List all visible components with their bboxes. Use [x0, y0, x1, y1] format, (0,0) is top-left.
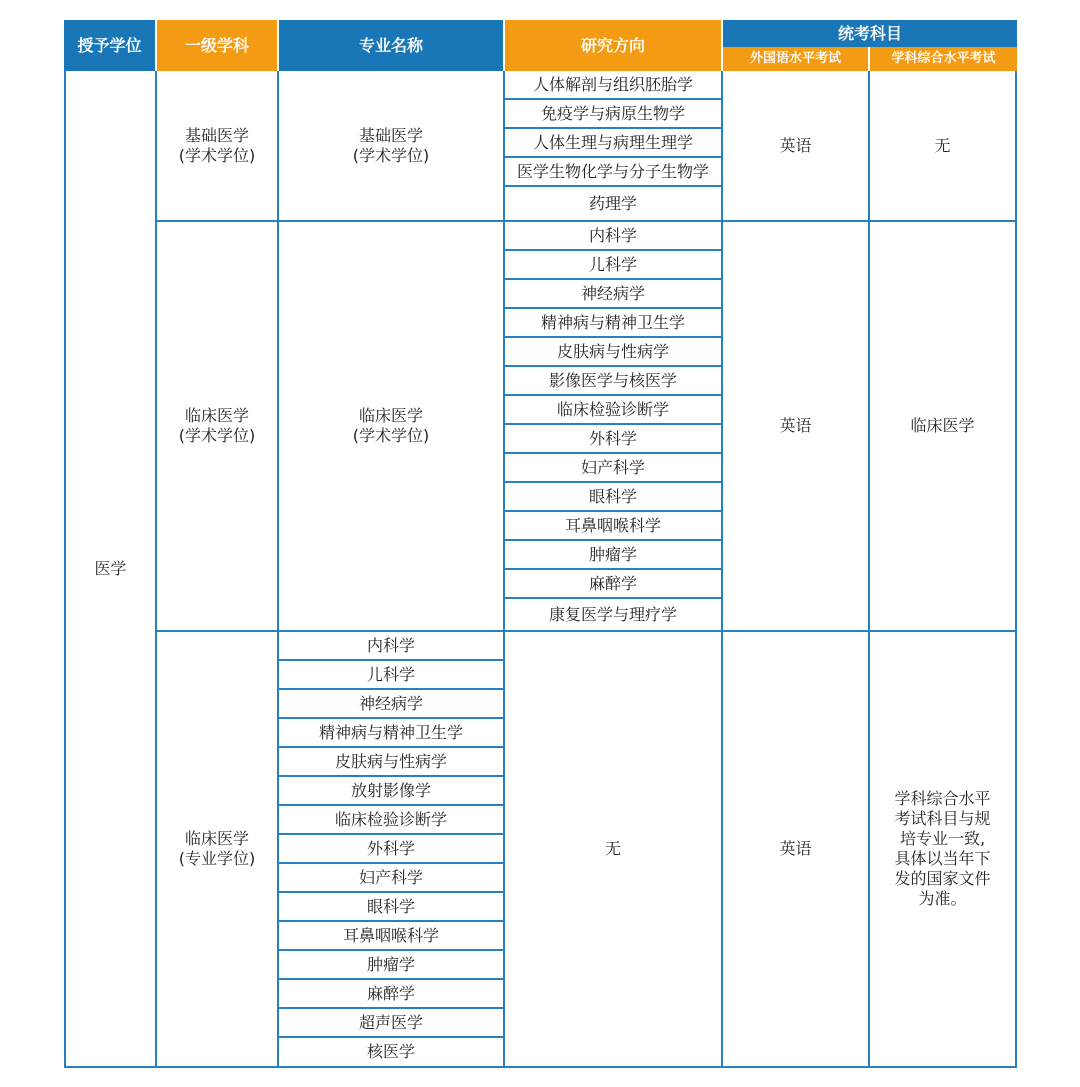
direction-cell: 人体解剖与组织胚胎学 [505, 71, 723, 100]
foreign-exam-cell: 英语 [723, 71, 870, 222]
direction-cell: 妇产科学 [505, 454, 723, 483]
major-cell: 外科学 [279, 835, 505, 864]
direction-cell: 药理学 [505, 187, 723, 222]
subject-exam-cell: 学科综合水平 考试科目与规 培专业一致, 具体以当年下 发的国家文件 为准。 [870, 632, 1017, 1068]
foreign-exam-cell: 英语 [723, 632, 870, 1068]
major-cell: 超声医学 [279, 1009, 505, 1038]
major-cell: 核医学 [279, 1038, 505, 1068]
major-cell: 妇产科学 [279, 864, 505, 893]
subject-exam-cell: 无 [870, 71, 1017, 222]
major-cell: 内科学 [279, 632, 505, 661]
header-direction: 研究方向 [505, 20, 723, 71]
direction-cell: 影像医学与核医学 [505, 367, 723, 396]
direction-cell: 康复医学与理疗学 [505, 599, 723, 632]
major-cell: 肿瘤学 [279, 951, 505, 980]
major-cell: 眼科学 [279, 893, 505, 922]
header-degree: 授予学位 [64, 20, 157, 71]
major-cell: 临床检验诊断学 [279, 806, 505, 835]
major-cell: 精神病与精神卫生学 [279, 719, 505, 748]
direction-cell: 医学生物化学与分子生物学 [505, 158, 723, 187]
direction-cell: 外科学 [505, 425, 723, 454]
direction-cell: 内科学 [505, 222, 723, 251]
header-major: 专业名称 [279, 20, 505, 71]
direction-cell: 临床检验诊断学 [505, 396, 723, 425]
header-exam-subject: 学科综合水平考试 [870, 47, 1017, 71]
major-cell: 耳鼻咽喉科学 [279, 922, 505, 951]
direction-cell: 免疫学与病原生物学 [505, 100, 723, 129]
header-exam-foreign: 外国语水平考试 [723, 47, 870, 71]
degree-cell: 医学 [64, 71, 157, 1068]
direction-cell: 皮肤病与性病学 [505, 338, 723, 367]
direction-cell: 精神病与精神卫生学 [505, 309, 723, 338]
direction-cell: 神经病学 [505, 280, 723, 309]
direction-cell: 肿瘤学 [505, 541, 723, 570]
major-cell: 临床医学 (学术学位) [279, 222, 505, 632]
major-cell: 基础医学 (学术学位) [279, 71, 505, 222]
foreign-exam-cell: 英语 [723, 222, 870, 632]
discipline-cell: 临床医学 (专业学位) [157, 632, 279, 1068]
direction-cell: 耳鼻咽喉科学 [505, 512, 723, 541]
major-cell: 麻醉学 [279, 980, 505, 1009]
direction-cell: 无 [505, 632, 723, 1068]
direction-cell: 眼科学 [505, 483, 723, 512]
direction-cell: 麻醉学 [505, 570, 723, 599]
direction-cell: 儿科学 [505, 251, 723, 280]
major-cell: 放射影像学 [279, 777, 505, 806]
major-cell: 儿科学 [279, 661, 505, 690]
program-table [64, 20, 1017, 1068]
header-discipline: 一级学科 [157, 20, 279, 71]
discipline-cell: 基础医学 (学术学位) [157, 71, 279, 222]
subject-exam-cell: 临床医学 [870, 222, 1017, 632]
major-cell: 皮肤病与性病学 [279, 748, 505, 777]
discipline-cell: 临床医学 (学术学位) [157, 222, 279, 632]
header-exam: 统考科目 [723, 20, 1017, 47]
major-cell: 神经病学 [279, 690, 505, 719]
direction-cell: 人体生理与病理生理学 [505, 129, 723, 158]
